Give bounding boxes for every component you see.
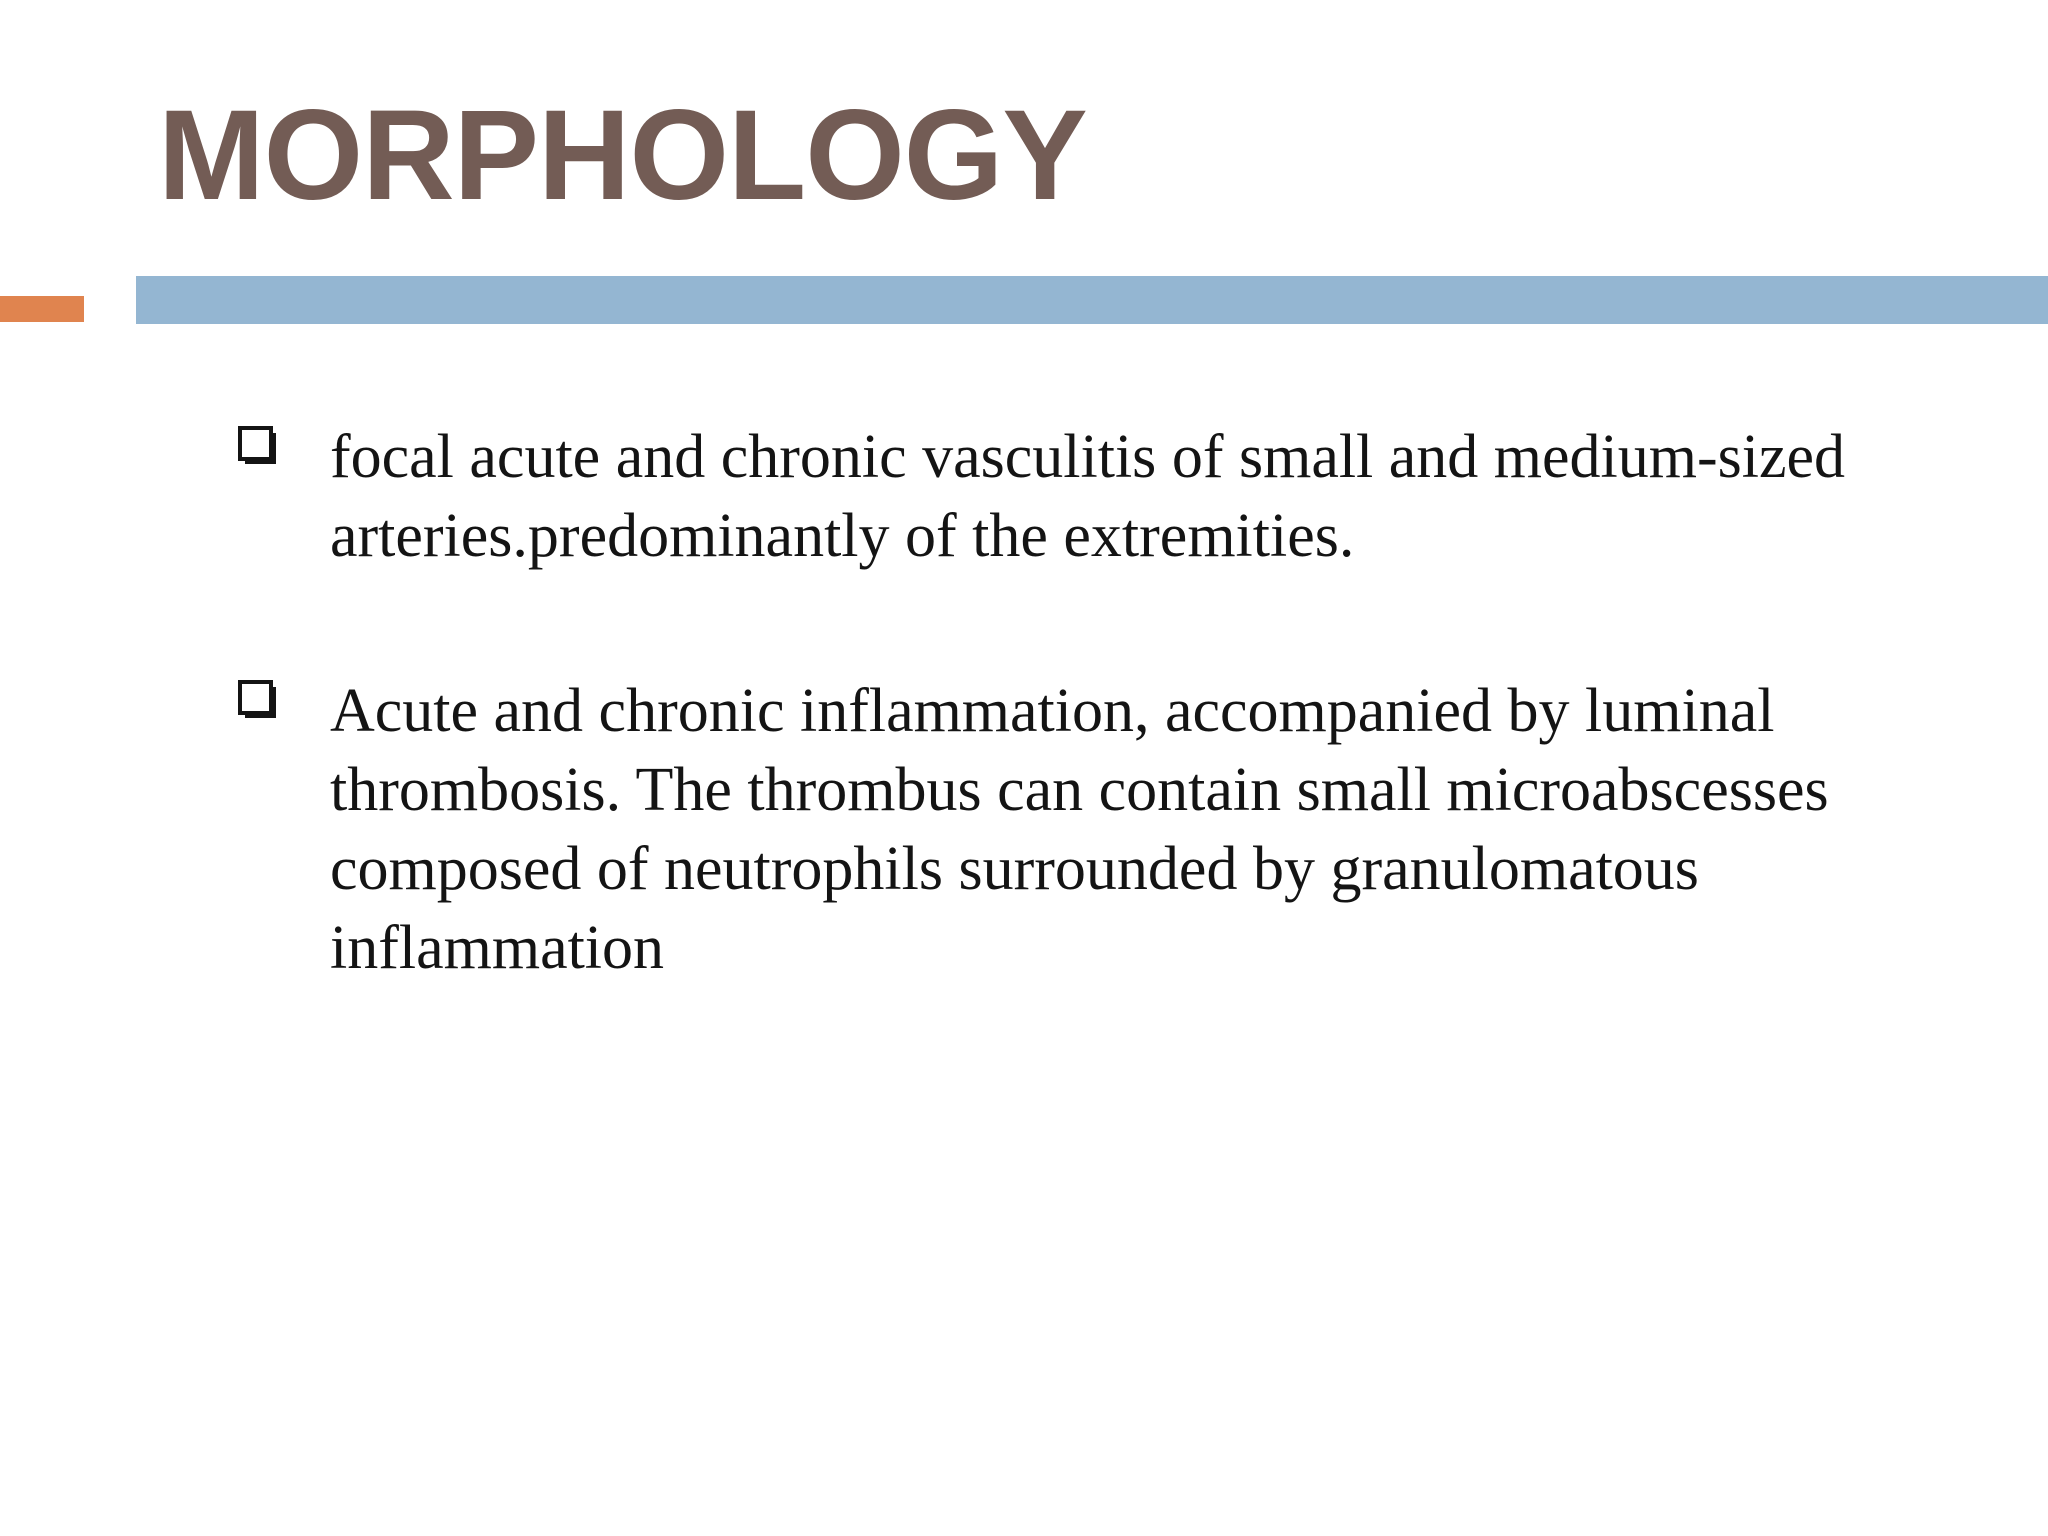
slide-title: MORPHOLOGY [158, 84, 1087, 227]
bullet-item [236, 672, 1936, 988]
bullet-item [236, 418, 1936, 576]
checkbox-bullet-icon [238, 426, 278, 466]
bullet-text: Acute and chronic inflammation, accompanied by luminal thrombosis. The thrombus can contain small microabscesses composed of neutrophils surrounded by granulomatous inflammation [330, 677, 1829, 982]
orange-accent-bar [0, 296, 84, 322]
checkbox-bullet-icon [238, 680, 278, 720]
bullet-text: focal acute and chronic vasculitis of small and medium-sized arteries.predominantly of the extremities. [330, 423, 1846, 570]
bullet-list [236, 418, 1936, 1084]
blue-header-bar [136, 276, 2048, 324]
